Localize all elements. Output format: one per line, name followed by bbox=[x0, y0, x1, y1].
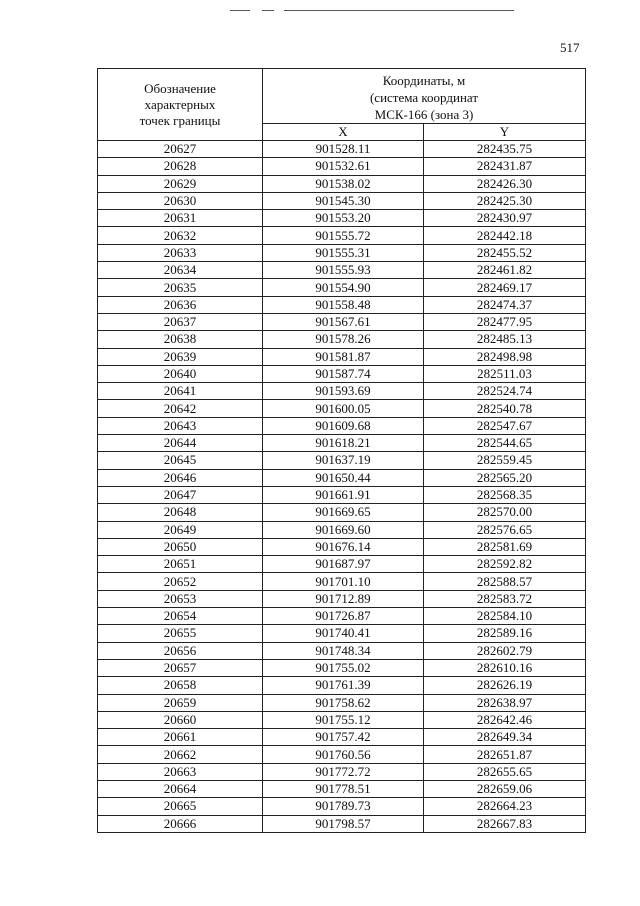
point-id-cell: 20657 bbox=[98, 659, 263, 676]
y-coordinate-cell: 282544.65 bbox=[424, 435, 586, 452]
y-coordinate-cell: 282610.16 bbox=[424, 659, 586, 676]
y-coordinate-cell: 282547.67 bbox=[424, 417, 586, 434]
x-coordinate-cell: 901755.02 bbox=[263, 659, 424, 676]
point-id-cell: 20649 bbox=[98, 521, 263, 538]
x-coordinate-cell: 901554.90 bbox=[263, 279, 424, 296]
point-id-cell: 20636 bbox=[98, 296, 263, 313]
point-id-cell: 20629 bbox=[98, 175, 263, 192]
y-coordinate-cell: 282589.16 bbox=[424, 625, 586, 642]
x-coordinate-cell: 901757.42 bbox=[263, 729, 424, 746]
y-coordinate-cell: 282469.17 bbox=[424, 279, 586, 296]
point-id-cell: 20655 bbox=[98, 625, 263, 642]
y-coordinate-cell: 282651.87 bbox=[424, 746, 586, 763]
x-column-header: X bbox=[263, 124, 424, 141]
y-coordinate-cell: 282588.57 bbox=[424, 573, 586, 590]
x-coordinate-cell: 901669.60 bbox=[263, 521, 424, 538]
point-id-cell: 20640 bbox=[98, 365, 263, 382]
table-row bbox=[98, 192, 586, 209]
table-row bbox=[98, 400, 586, 417]
point-id-cell: 20631 bbox=[98, 210, 263, 227]
y-coordinate-cell: 282568.35 bbox=[424, 486, 586, 503]
y-coordinate-cell: 282430.97 bbox=[424, 210, 586, 227]
y-coordinate-cell: 282474.37 bbox=[424, 296, 586, 313]
point-id-cell: 20656 bbox=[98, 642, 263, 659]
y-coordinate-cell: 282425.30 bbox=[424, 192, 586, 209]
y-coordinate-cell: 282570.00 bbox=[424, 504, 586, 521]
table-row bbox=[98, 469, 586, 486]
table-row bbox=[98, 659, 586, 676]
table-row bbox=[98, 590, 586, 607]
y-coordinate-cell: 282584.10 bbox=[424, 608, 586, 625]
y-coordinate-cell: 282667.83 bbox=[424, 815, 586, 832]
y-coordinate-cell: 282602.79 bbox=[424, 642, 586, 659]
x-coordinate-cell: 901555.72 bbox=[263, 227, 424, 244]
table-row bbox=[98, 141, 586, 158]
x-coordinate-cell: 901687.97 bbox=[263, 556, 424, 573]
table-row bbox=[98, 746, 586, 763]
y-coordinate-cell: 282659.06 bbox=[424, 780, 586, 797]
y-column-header: Y bbox=[424, 124, 586, 141]
page-number: 517 bbox=[560, 40, 580, 55]
point-id-cell: 20632 bbox=[98, 227, 263, 244]
point-id-cell: 20654 bbox=[98, 608, 263, 625]
x-coordinate-cell: 901637.19 bbox=[263, 452, 424, 469]
table-row bbox=[98, 729, 586, 746]
y-coordinate-cell: 282583.72 bbox=[424, 590, 586, 607]
table-row bbox=[98, 815, 586, 832]
point-id-cell: 20634 bbox=[98, 262, 263, 279]
y-coordinate-cell: 282485.13 bbox=[424, 331, 586, 348]
x-coordinate-cell: 901701.10 bbox=[263, 573, 424, 590]
x-coordinate-cell: 901553.20 bbox=[263, 210, 424, 227]
point-id-cell: 20666 bbox=[98, 815, 263, 832]
point-id-cell: 20637 bbox=[98, 313, 263, 330]
y-coordinate-cell: 282524.74 bbox=[424, 383, 586, 400]
table-row bbox=[98, 608, 586, 625]
table-row bbox=[98, 331, 586, 348]
point-id-cell: 20633 bbox=[98, 244, 263, 261]
table-row bbox=[98, 417, 586, 434]
table-row bbox=[98, 711, 586, 728]
x-coordinate-cell: 901772.72 bbox=[263, 763, 424, 780]
table-row bbox=[98, 262, 586, 279]
coords-header-line: МСК-166 (зона 3) bbox=[374, 107, 474, 122]
y-coordinate-cell: 282426.30 bbox=[424, 175, 586, 192]
point-id-cell: 20660 bbox=[98, 711, 263, 728]
y-coordinate-cell: 282642.46 bbox=[424, 711, 586, 728]
y-coordinate-cell: 282655.65 bbox=[424, 763, 586, 780]
point-id-cell: 20663 bbox=[98, 763, 263, 780]
x-coordinate-cell: 901567.61 bbox=[263, 313, 424, 330]
table-row bbox=[98, 556, 586, 573]
y-coordinate-cell: 282435.75 bbox=[424, 141, 586, 158]
table-row bbox=[98, 642, 586, 659]
table-row bbox=[98, 798, 586, 815]
scan-top-rule bbox=[284, 10, 514, 11]
coordinates-table bbox=[97, 68, 586, 833]
x-coordinate-cell: 901726.87 bbox=[263, 608, 424, 625]
point-id-cell: 20643 bbox=[98, 417, 263, 434]
x-coordinate-cell: 901758.62 bbox=[263, 694, 424, 711]
table-row bbox=[98, 210, 586, 227]
table-row bbox=[98, 244, 586, 261]
x-coordinate-cell: 901578.26 bbox=[263, 331, 424, 348]
x-coordinate-cell: 901593.69 bbox=[263, 383, 424, 400]
x-coordinate-cell: 901669.65 bbox=[263, 504, 424, 521]
table-row bbox=[98, 348, 586, 365]
x-coordinate-cell: 901761.39 bbox=[263, 677, 424, 694]
table-row bbox=[98, 538, 586, 555]
table-row bbox=[98, 296, 586, 313]
point-id-cell: 20641 bbox=[98, 383, 263, 400]
table-row bbox=[98, 763, 586, 780]
point-id-cell: 20648 bbox=[98, 504, 263, 521]
point-id-cell: 20661 bbox=[98, 729, 263, 746]
x-coordinate-cell: 901798.57 bbox=[263, 815, 424, 832]
coords-header-line: Координаты, м bbox=[382, 73, 466, 88]
table-row bbox=[98, 486, 586, 503]
x-coordinate-cell: 901528.11 bbox=[263, 141, 424, 158]
x-coordinate-cell: 901712.89 bbox=[263, 590, 424, 607]
y-coordinate-cell: 282455.52 bbox=[424, 244, 586, 261]
x-coordinate-cell: 901755.12 bbox=[263, 711, 424, 728]
scan-top-rule bbox=[262, 10, 274, 11]
table-row bbox=[98, 313, 586, 330]
y-coordinate-cell: 282442.18 bbox=[424, 227, 586, 244]
point-id-cell: 20646 bbox=[98, 469, 263, 486]
point-id-cell: 20628 bbox=[98, 158, 263, 175]
point-id-cell: 20638 bbox=[98, 331, 263, 348]
table-row bbox=[98, 279, 586, 296]
y-coordinate-cell: 282576.65 bbox=[424, 521, 586, 538]
point-header-line: Обозначение bbox=[144, 80, 216, 96]
point-id-cell: 20635 bbox=[98, 279, 263, 296]
table-row bbox=[98, 677, 586, 694]
y-coordinate-cell: 282461.82 bbox=[424, 262, 586, 279]
y-coordinate-cell: 282664.23 bbox=[424, 798, 586, 815]
table-row bbox=[98, 435, 586, 452]
table-row bbox=[98, 175, 586, 192]
x-coordinate-cell: 901587.74 bbox=[263, 365, 424, 382]
point-designation-header bbox=[98, 69, 263, 141]
x-coordinate-cell: 901555.31 bbox=[263, 244, 424, 261]
x-coordinate-cell: 901538.02 bbox=[263, 175, 424, 192]
point-id-cell: 20665 bbox=[98, 798, 263, 815]
y-coordinate-cell: 282511.03 bbox=[424, 365, 586, 382]
y-coordinate-cell: 282431.87 bbox=[424, 158, 586, 175]
x-coordinate-cell: 901748.34 bbox=[263, 642, 424, 659]
x-coordinate-cell: 901676.14 bbox=[263, 538, 424, 555]
x-coordinate-cell: 901778.51 bbox=[263, 780, 424, 797]
point-id-cell: 20644 bbox=[98, 435, 263, 452]
table-row bbox=[98, 625, 586, 642]
table-row bbox=[98, 573, 586, 590]
table-body bbox=[98, 141, 586, 833]
x-coordinate-cell: 901558.48 bbox=[263, 296, 424, 313]
x-coordinate-cell: 901609.68 bbox=[263, 417, 424, 434]
point-id-cell: 20652 bbox=[98, 573, 263, 590]
point-id-cell: 20642 bbox=[98, 400, 263, 417]
x-coordinate-cell: 901532.61 bbox=[263, 158, 424, 175]
point-header-line: точек границы bbox=[139, 112, 221, 128]
y-coordinate-cell: 282581.69 bbox=[424, 538, 586, 555]
point-id-cell: 20651 bbox=[98, 556, 263, 573]
point-header-line: характерных bbox=[144, 96, 216, 112]
y-coordinate-cell: 282559.45 bbox=[424, 452, 586, 469]
coordinates-header bbox=[263, 69, 586, 124]
y-coordinate-cell: 282592.82 bbox=[424, 556, 586, 573]
point-id-cell: 20627 bbox=[98, 141, 263, 158]
point-id-cell: 20658 bbox=[98, 677, 263, 694]
point-id-cell: 20662 bbox=[98, 746, 263, 763]
point-id-cell: 20653 bbox=[98, 590, 263, 607]
x-coordinate-cell: 901789.73 bbox=[263, 798, 424, 815]
table-header bbox=[98, 69, 586, 141]
y-coordinate-cell: 282477.95 bbox=[424, 313, 586, 330]
point-id-cell: 20650 bbox=[98, 538, 263, 555]
x-coordinate-cell: 901545.30 bbox=[263, 192, 424, 209]
table-row bbox=[98, 780, 586, 797]
table-row bbox=[98, 504, 586, 521]
table-row bbox=[98, 365, 586, 382]
x-coordinate-cell: 901661.91 bbox=[263, 486, 424, 503]
table-row bbox=[98, 521, 586, 538]
point-id-cell: 20647 bbox=[98, 486, 263, 503]
x-coordinate-cell: 901760.56 bbox=[263, 746, 424, 763]
table-row bbox=[98, 227, 586, 244]
y-coordinate-cell: 282498.98 bbox=[424, 348, 586, 365]
y-coordinate-cell: 282540.78 bbox=[424, 400, 586, 417]
point-id-cell: 20639 bbox=[98, 348, 263, 365]
x-coordinate-cell: 901555.93 bbox=[263, 262, 424, 279]
scan-top-rule bbox=[230, 10, 250, 11]
coords-header-line: (система координат bbox=[369, 90, 479, 105]
point-id-cell: 20664 bbox=[98, 780, 263, 797]
x-coordinate-cell: 901740.41 bbox=[263, 625, 424, 642]
x-coordinate-cell: 901618.21 bbox=[263, 435, 424, 452]
y-coordinate-cell: 282638.97 bbox=[424, 694, 586, 711]
y-coordinate-cell: 282565.20 bbox=[424, 469, 586, 486]
y-coordinate-cell: 282649.34 bbox=[424, 729, 586, 746]
table-row bbox=[98, 452, 586, 469]
point-id-cell: 20645 bbox=[98, 452, 263, 469]
table-row bbox=[98, 694, 586, 711]
point-id-cell: 20659 bbox=[98, 694, 263, 711]
x-coordinate-cell: 901650.44 bbox=[263, 469, 424, 486]
x-coordinate-cell: 901600.05 bbox=[263, 400, 424, 417]
table-row bbox=[98, 158, 586, 175]
point-id-cell: 20630 bbox=[98, 192, 263, 209]
x-coordinate-cell: 901581.87 bbox=[263, 348, 424, 365]
y-coordinate-cell: 282626.19 bbox=[424, 677, 586, 694]
table-row bbox=[98, 383, 586, 400]
